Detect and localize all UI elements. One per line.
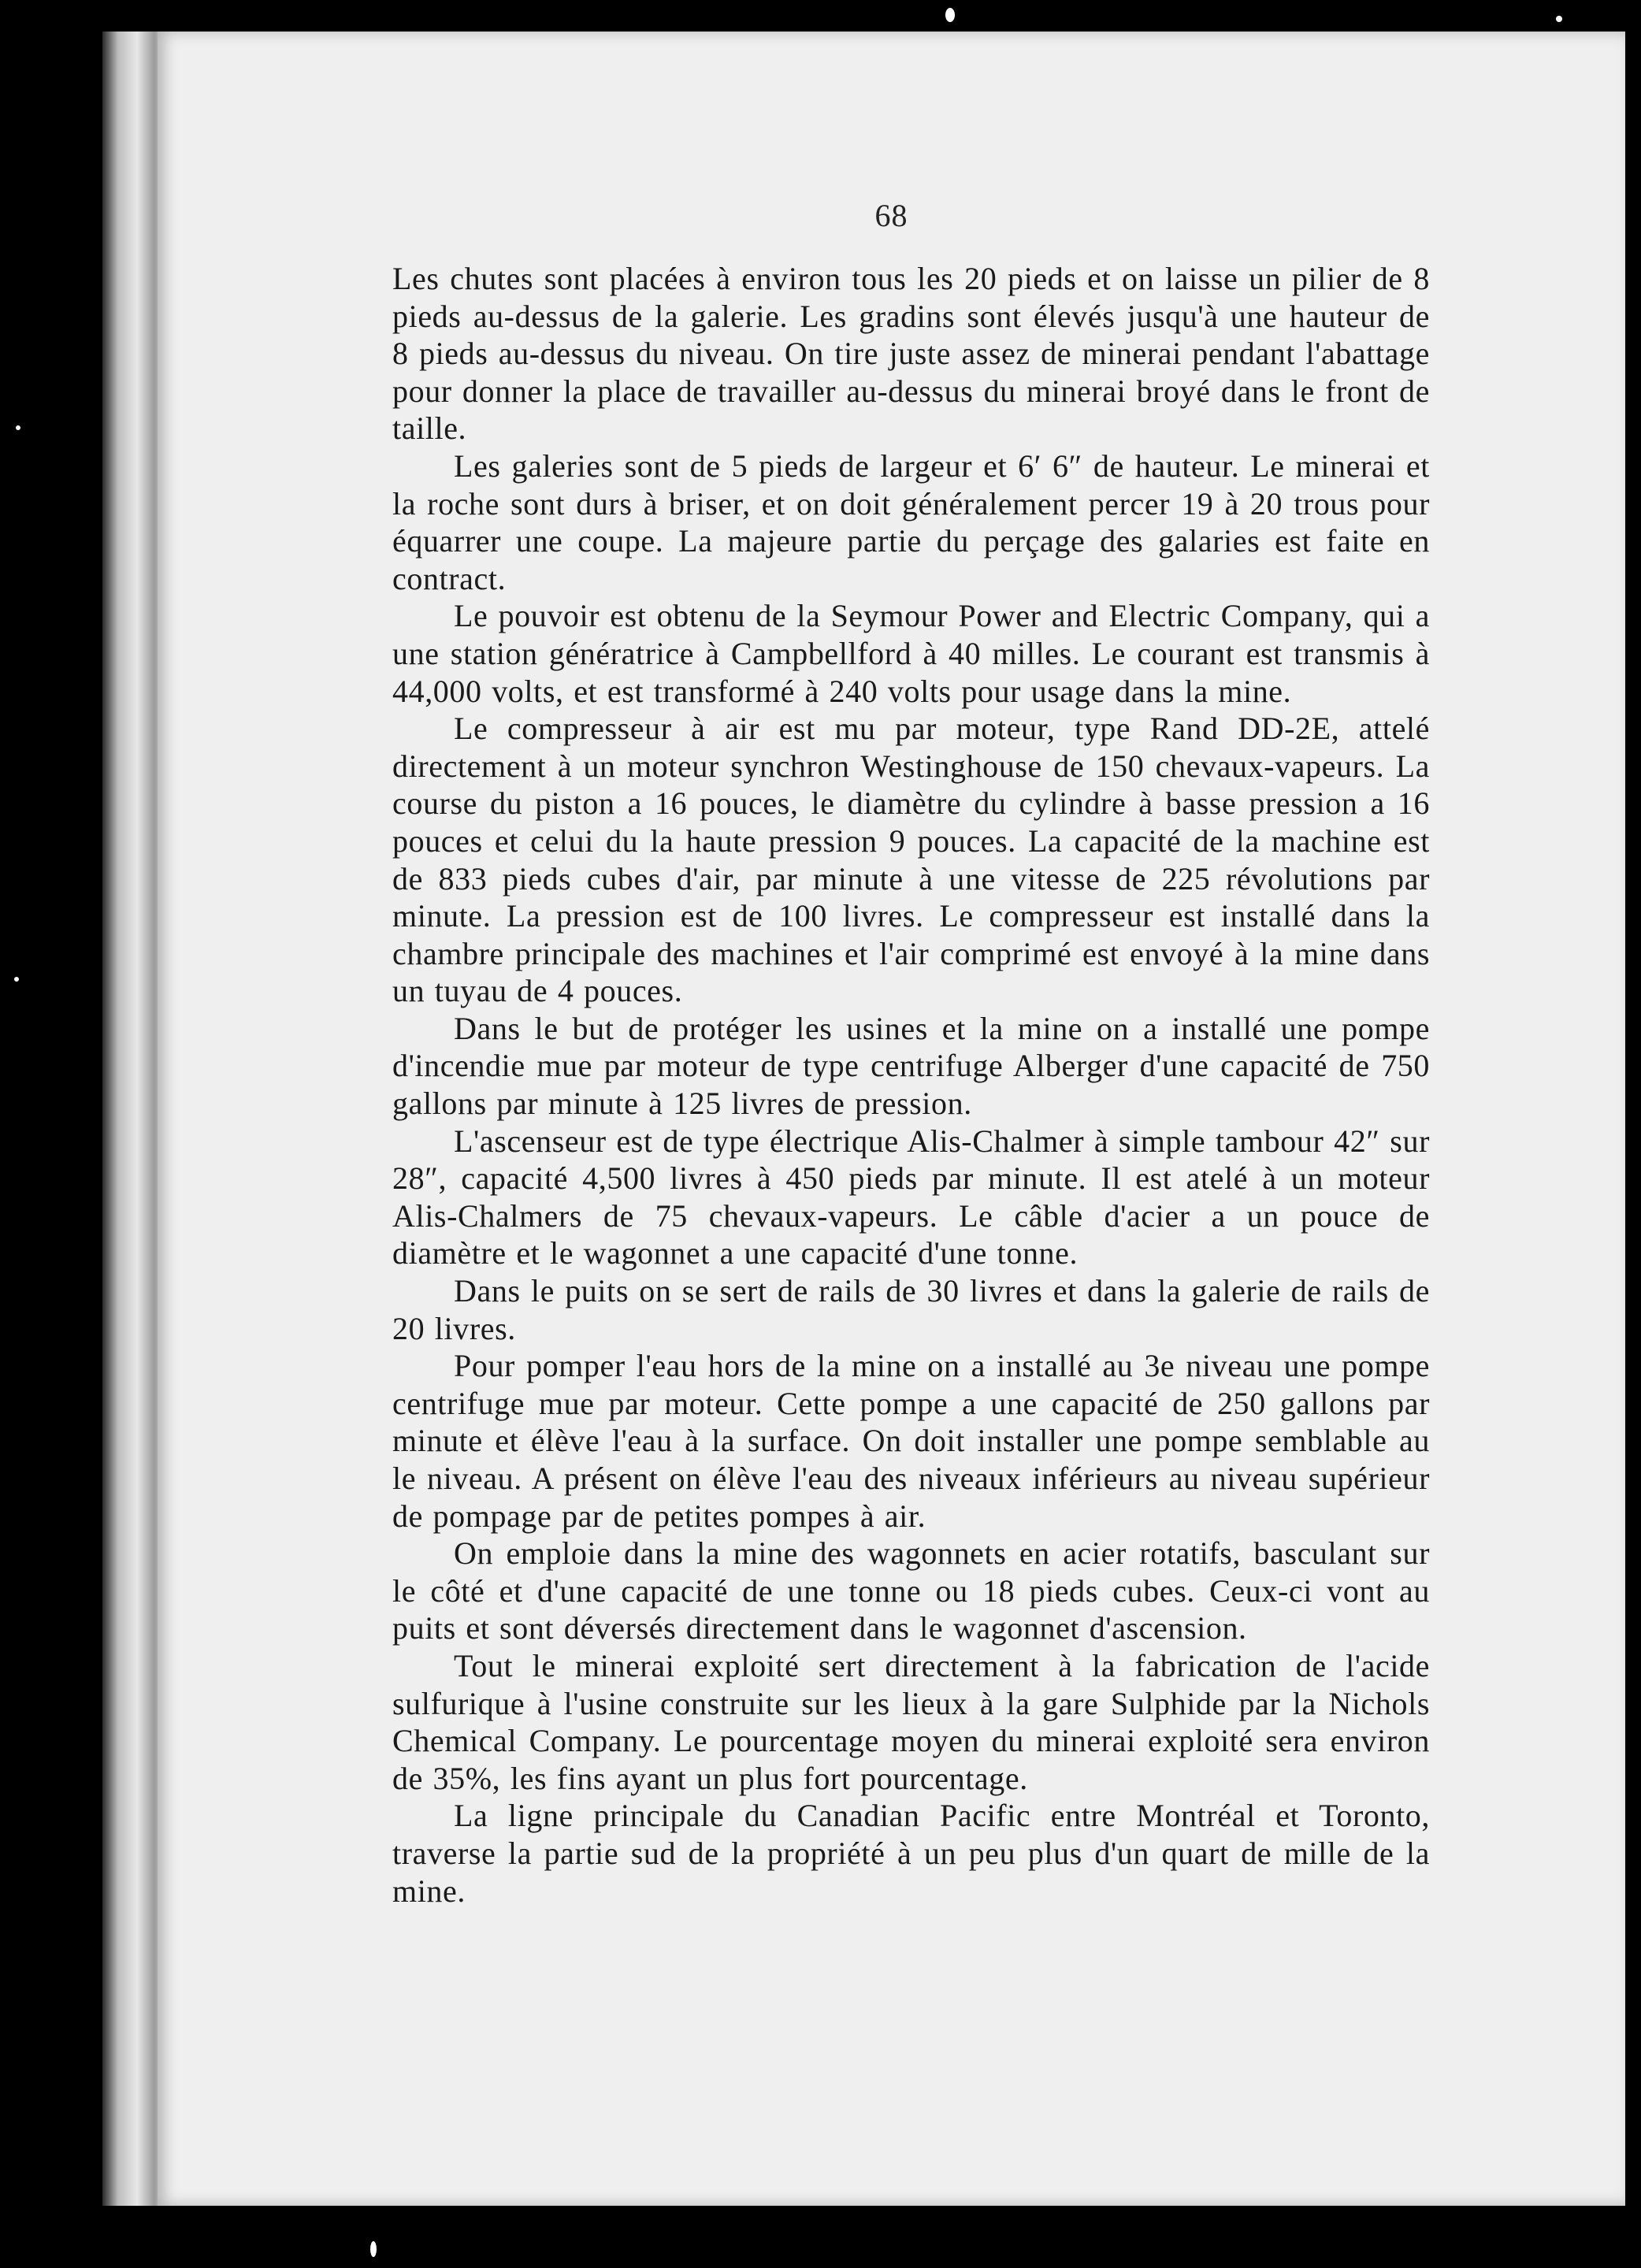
paragraph-6: L'ascenseur est de type électrique Alis-Chalmer à simple tambour 42″ sur 28″, capacité 4,500 livres à 450 pieds par minute. Il est atelé à un moteur Alis-Chalmers de 75 chevaux-vapeurs. Le câble d'acier a un pouce de diamètre et le wagonnet a une capacité d'une tonne. (392, 1123, 1430, 1271)
paragraph-11: La ligne principale du Canadian Pacific entre Montréal et Toronto, traverse la partie sud de la propriété à un peu plus d'un quart de mille de la mine. (392, 1798, 1430, 1909)
scan-speck (945, 8, 955, 22)
paragraph-9: On emploie dans la mine des wagonnets en acier rotatifs, basculant sur le côté et d'une capacité de une tonne ou 18 pieds cubes. Ceux-ci vont au puits et sont déversés directement dans le wagonnet d'ascension. (392, 1535, 1430, 1646)
page-number: 68 (874, 198, 908, 233)
scan-speck (14, 977, 19, 982)
paragraph-4: Le compresseur à air est mu par moteur, type Rand DD-2E, attelé directement à un moteur synchron Westinghouse de 150 chevaux-vapeurs. La course du piston a 16 pouces, le diamètre du cylindre à basse pression a 16 pouces et celui du la haute pression 9 pouces. La capacité de la machine est de 833 pieds cubes d'air, par minute à une vitesse de 225 révolutions par minute. La pression est de 100 livres. Le compresseur est installé dans la chambre principale des machines et l'air comprimé est envoyé à la mine dans un tuyau de 4 pouces. (392, 711, 1430, 1009)
body-text (392, 260, 1430, 1910)
paragraph-5: Dans le but de protéger les usines et la mine on a installé une pompe d'incendie mue par moteur de type centrifuge Alberger d'une capacité de 750 gallons par minute à 125 livres de pression. (392, 1010, 1430, 1122)
paragraph-3: Le pouvoir est obtenu de la Seymour Power and Electric Company, qui a une station génératrice à Campbellford à 40 milles. Le courant est transmis à 44,000 volts, et est transformé à 240 volts pour usage dans la mine. (392, 598, 1430, 709)
paragraph-10: Tout le minerai exploité sert directement à la fabrication de l'acide sulfurique à l'usine construite sur les lieux à la gare Sulphide par la Nichols Chemical Company. Le pourcentage moyen du minerai exploité sera environ de 35%, les fins ayant un plus fort pourcentage. (392, 1647, 1430, 1796)
scan-speck (16, 425, 20, 430)
scan-speck (370, 2241, 377, 2257)
scan-speck (1556, 16, 1562, 22)
paragraph-2: Les galeries sont de 5 pieds de largeur et 6′ 6″ de hauteur. Le minerai et la roche sont durs à briser, et on doit généralement percer 19 à 20 trous pour équarrer une coupe. La majeure partie du perçage des galaries est faite en contract. (392, 447, 1430, 596)
scanned-page (158, 32, 1625, 2206)
paragraph-1: Les chutes sont placées à environ tous les 20 pieds et on laisse un pilier de 8 pieds au-dessus de la galerie. Les gradins sont élevés jusqu'à une hauteur de 8 pieds au-dessus du niveau. On tire juste assez de minerai pendant l'abattage pour donner la place de travailler au-dessus du minerai broyé dans le front de taille. (392, 261, 1430, 447)
paragraph-7: Dans le puits on se sert de rails de 30 livres et dans la galerie de rails de 20 livres. (392, 1273, 1430, 1346)
paragraph-8: Pour pomper l'eau hors de la mine on a installé au 3e niveau une pompe centrifuge mue par moteur. Cette pompe a une capacité de 250 gallons par minute et élève l'eau à la surface. On doit installer une pompe semblable au le niveau. A présent on élève l'eau des niveaux inférieurs au niveau supérieur de pompage par de petites pompes à air. (392, 1348, 1430, 1534)
